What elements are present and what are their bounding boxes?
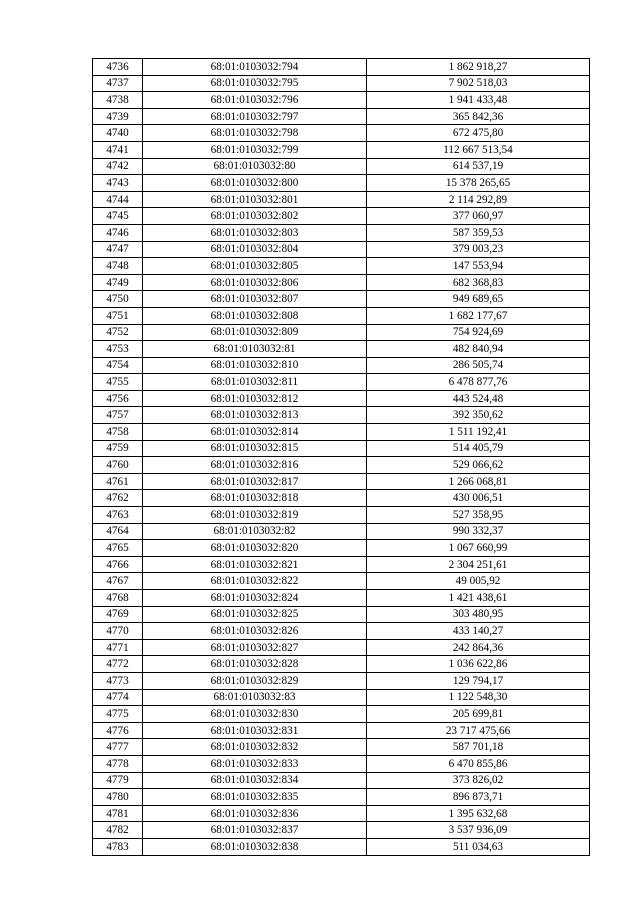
row-number-cell: 4756 — [93, 390, 143, 407]
row-number-cell: 4766 — [93, 556, 143, 573]
table-row — [93, 490, 590, 507]
cadastral-number-cell: 68:01:0103032:834 — [143, 772, 367, 789]
cadastral-number-cell: 68:01:0103032:816 — [143, 457, 367, 474]
cadastral-number-cell: 68:01:0103032:835 — [143, 789, 367, 806]
row-number-cell: 4760 — [93, 457, 143, 474]
row-number-cell: 4753 — [93, 341, 143, 358]
table-row — [93, 108, 590, 125]
row-number-cell: 4762 — [93, 490, 143, 507]
cadastral-number-cell: 68:01:0103032:813 — [143, 407, 367, 424]
cadastral-value-cell: 587 359,53 — [367, 224, 590, 241]
cadastral-value-cell: 754 924,69 — [367, 324, 590, 341]
cadastral-value-cell: 392 350,62 — [367, 407, 590, 424]
row-number-cell: 4761 — [93, 473, 143, 490]
row-number-cell: 4746 — [93, 224, 143, 241]
table-row — [93, 224, 590, 241]
cadastral-value-cell: 2 304 251,61 — [367, 556, 590, 573]
cadastral-number-cell: 68:01:0103032:836 — [143, 805, 367, 822]
cadastral-value-cell: 49 005,92 — [367, 573, 590, 590]
cadastral-value-cell: 949 689,65 — [367, 291, 590, 308]
cadastral-value-cell: 373 826,02 — [367, 772, 590, 789]
cadastral-value-cell: 377 060,97 — [367, 208, 590, 225]
table-row — [93, 623, 590, 640]
cadastral-value-cell: 672 475,80 — [367, 125, 590, 142]
row-number-cell: 4744 — [93, 191, 143, 208]
row-number-cell: 4776 — [93, 722, 143, 739]
cadastral-value-cell: 587 701,18 — [367, 739, 590, 756]
row-number-cell: 4774 — [93, 689, 143, 706]
cadastral-number-cell: 68:01:0103032:837 — [143, 822, 367, 839]
row-number-cell: 4779 — [93, 772, 143, 789]
table-row — [93, 590, 590, 607]
cadastral-number-cell: 68:01:0103032:815 — [143, 440, 367, 457]
cadastral-number-cell: 68:01:0103032:798 — [143, 125, 367, 142]
row-number-cell: 4771 — [93, 639, 143, 656]
row-number-cell: 4769 — [93, 606, 143, 623]
cadastral-number-cell: 68:01:0103032:809 — [143, 324, 367, 341]
row-number-cell: 4778 — [93, 755, 143, 772]
cadastral-value-cell: 1 036 622,86 — [367, 656, 590, 673]
cadastral-value-cell: 443 524,48 — [367, 390, 590, 407]
cadastral-value-cell: 112 667 513,54 — [367, 141, 590, 158]
row-number-cell: 4777 — [93, 739, 143, 756]
cadastral-value-cell: 614 537,19 — [367, 158, 590, 175]
table-row — [93, 556, 590, 573]
table-row — [93, 59, 590, 76]
row-number-cell: 4743 — [93, 175, 143, 192]
table-row — [93, 424, 590, 441]
row-number-cell: 4781 — [93, 805, 143, 822]
row-number-cell: 4745 — [93, 208, 143, 225]
table-row — [93, 175, 590, 192]
table-row — [93, 241, 590, 258]
cadastral-value-cell: 1 862 918,27 — [367, 59, 590, 76]
cadastral-value-cell: 379 003,23 — [367, 241, 590, 258]
table-row — [93, 274, 590, 291]
cadastral-value-cell: 527 358,95 — [367, 507, 590, 524]
cadastral-number-cell: 68:01:0103032:795 — [143, 75, 367, 92]
cadastral-value-cell: 286 505,74 — [367, 357, 590, 374]
table-row — [93, 755, 590, 772]
row-number-cell: 4737 — [93, 75, 143, 92]
row-number-cell: 4747 — [93, 241, 143, 258]
table-row — [93, 291, 590, 308]
cadastral-number-cell: 68:01:0103032:821 — [143, 556, 367, 573]
cadastral-number-cell: 68:01:0103032:794 — [143, 59, 367, 76]
table-row — [93, 805, 590, 822]
row-number-cell: 4754 — [93, 357, 143, 374]
cadastral-value-cell: 433 140,27 — [367, 623, 590, 640]
table-row — [93, 689, 590, 706]
row-number-cell: 4772 — [93, 656, 143, 673]
table-row — [93, 390, 590, 407]
cadastral-number-cell: 68:01:0103032:81 — [143, 341, 367, 358]
table-row — [93, 722, 590, 739]
cadastral-value-cell: 15 378 265,65 — [367, 175, 590, 192]
cadastral-number-cell: 68:01:0103032:829 — [143, 672, 367, 689]
cadastral-number-cell: 68:01:0103032:825 — [143, 606, 367, 623]
cadastral-value-cell: 896 873,71 — [367, 789, 590, 806]
row-number-cell: 4782 — [93, 822, 143, 839]
row-number-cell: 4770 — [93, 623, 143, 640]
cadastral-value-cell: 6 470 855,86 — [367, 755, 590, 772]
row-number-cell: 4767 — [93, 573, 143, 590]
cadastral-value-cell: 7 902 518,03 — [367, 75, 590, 92]
table-row — [93, 822, 590, 839]
row-number-cell: 4768 — [93, 590, 143, 607]
cadastral-value-cell: 1 122 548,30 — [367, 689, 590, 706]
cadastral-number-cell: 68:01:0103032:832 — [143, 739, 367, 756]
cadastral-value-cell: 1 395 632,68 — [367, 805, 590, 822]
table-row — [93, 374, 590, 391]
cadastral-value-cell: 430 006,51 — [367, 490, 590, 507]
table-row — [93, 357, 590, 374]
cadastral-number-cell: 68:01:0103032:83 — [143, 689, 367, 706]
table-row — [93, 258, 590, 275]
table-row — [93, 473, 590, 490]
table-row — [93, 656, 590, 673]
row-number-cell: 4783 — [93, 838, 143, 855]
row-number-cell: 4780 — [93, 789, 143, 806]
row-number-cell: 4741 — [93, 141, 143, 158]
table-row — [93, 440, 590, 457]
table-row — [93, 573, 590, 590]
cadastral-value-cell: 6 478 877,76 — [367, 374, 590, 391]
row-number-cell: 4752 — [93, 324, 143, 341]
cadastral-number-cell: 68:01:0103032:80 — [143, 158, 367, 175]
table-row — [93, 341, 590, 358]
cadastral-value-cell: 1 682 177,67 — [367, 307, 590, 324]
cadastral-value-cell: 242 864,36 — [367, 639, 590, 656]
cadastral-value-cell: 682 368,83 — [367, 274, 590, 291]
cadastral-number-cell: 68:01:0103032:827 — [143, 639, 367, 656]
cadastral-value-cell: 129 794,17 — [367, 672, 590, 689]
cadastral-number-cell: 68:01:0103032:801 — [143, 191, 367, 208]
table-row — [93, 208, 590, 225]
row-number-cell: 4748 — [93, 258, 143, 275]
table-row — [93, 789, 590, 806]
cadastral-number-cell: 68:01:0103032:805 — [143, 258, 367, 275]
row-number-cell: 4740 — [93, 125, 143, 142]
cadastral-number-cell: 68:01:0103032:810 — [143, 357, 367, 374]
cadastral-number-cell: 68:01:0103032:796 — [143, 92, 367, 109]
cadastral-number-cell: 68:01:0103032:817 — [143, 473, 367, 490]
table-row — [93, 125, 590, 142]
row-number-cell: 4751 — [93, 307, 143, 324]
row-number-cell: 4773 — [93, 672, 143, 689]
cadastral-number-cell: 68:01:0103032:818 — [143, 490, 367, 507]
cadastral-number-cell: 68:01:0103032:824 — [143, 590, 367, 607]
table-row — [93, 639, 590, 656]
row-number-cell: 4738 — [93, 92, 143, 109]
row-number-cell: 4739 — [93, 108, 143, 125]
cadastral-value-cell: 303 480,95 — [367, 606, 590, 623]
cadastral-value-cell: 2 114 292,89 — [367, 191, 590, 208]
row-number-cell: 4758 — [93, 424, 143, 441]
table-row — [93, 407, 590, 424]
table-row — [93, 191, 590, 208]
cadastral-number-cell: 68:01:0103032:806 — [143, 274, 367, 291]
cadastral-number-cell: 68:01:0103032:799 — [143, 141, 367, 158]
cadastral-value-cell: 1 941 433,48 — [367, 92, 590, 109]
cadastral-number-cell: 68:01:0103032:814 — [143, 424, 367, 441]
cadastral-number-cell: 68:01:0103032:807 — [143, 291, 367, 308]
cadastral-value-cell: 1 266 068,81 — [367, 473, 590, 490]
row-number-cell: 4742 — [93, 158, 143, 175]
table-row — [93, 739, 590, 756]
row-number-cell: 4755 — [93, 374, 143, 391]
table-row — [93, 324, 590, 341]
cadastral-number-cell: 68:01:0103032:82 — [143, 523, 367, 540]
table-row — [93, 507, 590, 524]
row-number-cell: 4775 — [93, 706, 143, 723]
row-number-cell: 4765 — [93, 540, 143, 557]
table-row — [93, 457, 590, 474]
table-row — [93, 92, 590, 109]
cadastral-number-cell: 68:01:0103032:831 — [143, 722, 367, 739]
row-number-cell: 4759 — [93, 440, 143, 457]
cadastral-value-cell: 23 717 475,66 — [367, 722, 590, 739]
table-row — [93, 307, 590, 324]
cadastral-number-cell: 68:01:0103032:822 — [143, 573, 367, 590]
cadastral-number-cell: 68:01:0103032:830 — [143, 706, 367, 723]
cadastral-value-cell: 1 511 192,41 — [367, 424, 590, 441]
table-row — [93, 606, 590, 623]
table-row — [93, 540, 590, 557]
row-number-cell: 4736 — [93, 59, 143, 76]
cadastral-value-cell: 147 553,94 — [367, 258, 590, 275]
cadastral-value-cell: 1 421 438,61 — [367, 590, 590, 607]
table-row — [93, 75, 590, 92]
row-number-cell: 4750 — [93, 291, 143, 308]
cadastral-number-cell: 68:01:0103032:797 — [143, 108, 367, 125]
row-number-cell: 4763 — [93, 507, 143, 524]
cadastral-number-cell: 68:01:0103032:812 — [143, 390, 367, 407]
row-number-cell: 4764 — [93, 523, 143, 540]
cadastral-number-cell: 68:01:0103032:838 — [143, 838, 367, 855]
table-row — [93, 772, 590, 789]
cadastral-value-table — [92, 58, 590, 856]
table-row — [93, 672, 590, 689]
cadastral-value-cell: 990 332,37 — [367, 523, 590, 540]
cadastral-number-cell: 68:01:0103032:828 — [143, 656, 367, 673]
cadastral-number-cell: 68:01:0103032:819 — [143, 507, 367, 524]
table-body — [93, 59, 590, 856]
table-row — [93, 141, 590, 158]
cadastral-number-cell: 68:01:0103032:804 — [143, 241, 367, 258]
cadastral-value-cell: 205 699,81 — [367, 706, 590, 723]
cadastral-number-cell: 68:01:0103032:811 — [143, 374, 367, 391]
row-number-cell: 4749 — [93, 274, 143, 291]
cadastral-value-cell: 511 034,63 — [367, 838, 590, 855]
cadastral-value-cell: 3 537 936,09 — [367, 822, 590, 839]
cadastral-value-cell: 529 066,62 — [367, 457, 590, 474]
table-row — [93, 838, 590, 855]
cadastral-value-cell: 365 842,36 — [367, 108, 590, 125]
table-row — [93, 706, 590, 723]
cadastral-value-cell: 1 067 660,99 — [367, 540, 590, 557]
cadastral-number-cell: 68:01:0103032:800 — [143, 175, 367, 192]
cadastral-number-cell: 68:01:0103032:826 — [143, 623, 367, 640]
cadastral-value-cell: 482 840,94 — [367, 341, 590, 358]
cadastral-number-cell: 68:01:0103032:820 — [143, 540, 367, 557]
cadastral-value-cell: 514 405,79 — [367, 440, 590, 457]
cadastral-number-cell: 68:01:0103032:808 — [143, 307, 367, 324]
cadastral-number-cell: 68:01:0103032:802 — [143, 208, 367, 225]
row-number-cell: 4757 — [93, 407, 143, 424]
cadastral-number-cell: 68:01:0103032:833 — [143, 755, 367, 772]
cadastral-number-cell: 68:01:0103032:803 — [143, 224, 367, 241]
table-row — [93, 158, 590, 175]
table-row — [93, 523, 590, 540]
